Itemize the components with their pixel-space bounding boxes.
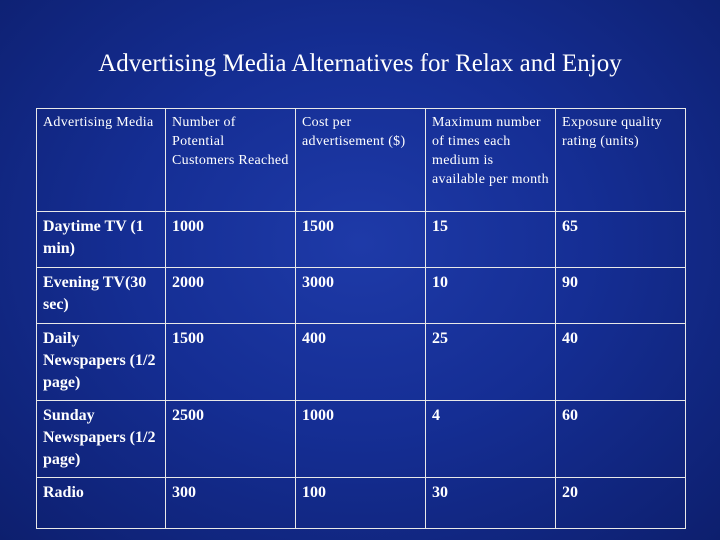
table-row	[37, 401, 686, 478]
cell-max-times: 15	[426, 212, 556, 268]
cell-customers: 2500	[166, 401, 296, 478]
cell-media: Evening TV(30 sec)	[37, 268, 166, 324]
table-row	[37, 212, 686, 268]
cell-customers: 1000	[166, 212, 296, 268]
cell-cost: 1500	[296, 212, 426, 268]
table-row	[37, 268, 686, 324]
slide-title: Advertising Media Alternatives for Relax and Enjoy	[98, 50, 622, 77]
cell-max-times: 30	[426, 478, 556, 529]
cell-max-times: 4	[426, 401, 556, 478]
cell-max-times: 10	[426, 268, 556, 324]
cell-exposure: 40	[556, 324, 686, 401]
cell-customers: 2000	[166, 268, 296, 324]
cell-customers: 300	[166, 478, 296, 529]
table-header-row	[37, 109, 686, 212]
cell-exposure: 60	[556, 401, 686, 478]
cell-cost: 100	[296, 478, 426, 529]
cell-cost: 400	[296, 324, 426, 401]
cell-exposure: 65	[556, 212, 686, 268]
cell-cost: 3000	[296, 268, 426, 324]
header-cell-cost: Cost per advertisement ($)	[296, 109, 426, 212]
cell-exposure: 90	[556, 268, 686, 324]
cell-exposure: 20	[556, 478, 686, 529]
cell-media: Daily Newspapers (1/2 page)	[37, 324, 166, 401]
table-row	[37, 324, 686, 401]
cell-media: Radio	[37, 478, 166, 529]
table-row	[37, 478, 686, 529]
cell-customers: 1500	[166, 324, 296, 401]
cell-media: Sunday Newspapers (1/2 page)	[37, 401, 166, 478]
cell-cost: 1000	[296, 401, 426, 478]
header-cell-media: Advertising Media	[37, 109, 166, 212]
header-cell-max-times: Maximum number of times each medium is available per month	[426, 109, 556, 212]
cell-media: Daytime TV (1 min)	[37, 212, 166, 268]
header-cell-customers: Number of Potential Customers Reached	[166, 109, 296, 212]
header-cell-exposure: Exposure quality rating (units)	[556, 109, 686, 212]
cell-max-times: 25	[426, 324, 556, 401]
media-table	[36, 108, 686, 529]
